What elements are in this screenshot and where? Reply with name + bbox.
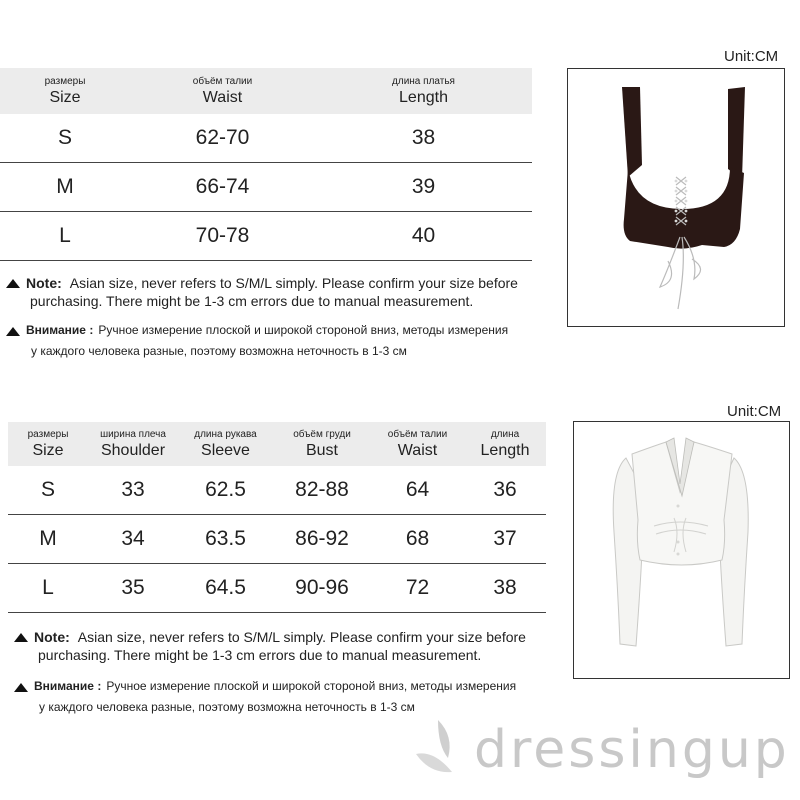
cell-length: 37 <box>493 527 517 550</box>
cell-waist: 70-78 <box>195 224 250 247</box>
cell-length: 39 <box>411 175 436 198</box>
cell-bust: 86-92 <box>295 527 349 550</box>
warning-triangle-icon <box>14 683 28 692</box>
table-row <box>8 466 546 515</box>
header-en-label: Size <box>32 441 64 459</box>
header-ru-label: объём талии <box>387 428 448 440</box>
cell-shoulder: 33 <box>121 478 145 501</box>
table-row <box>8 515 546 564</box>
warning-label: Внимание : <box>26 323 94 337</box>
unit-label: Unit:CM <box>727 403 782 420</box>
warning-line: у каждого человека разные, поэтому возможна неточность в 1-3 см <box>39 700 415 714</box>
header-ru-label: объём талии <box>192 75 253 87</box>
cell-size: M <box>39 527 57 550</box>
table-header <box>0 68 532 114</box>
header-ru-label: размеры <box>27 428 69 440</box>
warning-line: у каждого человека разные, поэтому возможна неточность в 1-3 см <box>31 344 407 358</box>
warning-triangle-icon <box>14 633 28 642</box>
cell-size: L <box>59 224 71 247</box>
note-line: Asian size, never refers to S/M/L simply. Please confirm your size before <box>77 629 526 645</box>
cell-size: L <box>42 576 54 599</box>
cell-waist: 68 <box>405 527 430 550</box>
cell-sleeve: 63.5 <box>205 527 246 550</box>
note-block <box>14 628 559 664</box>
note-line: purchasing. There might be 1-3 cm errors due to manual measurement. <box>38 647 482 663</box>
header-length <box>315 68 532 114</box>
cell-bust: 90-96 <box>295 576 349 599</box>
header-length <box>464 422 546 466</box>
cell-size: M <box>56 175 74 198</box>
header-bust <box>273 422 371 466</box>
cell-shoulder: 34 <box>121 527 145 550</box>
header-en-label: Size <box>49 88 81 106</box>
cell-bust: 82-88 <box>295 478 349 501</box>
header-waist <box>130 68 315 114</box>
header-ru-label: ширина плеча <box>100 428 166 440</box>
cell-sleeve: 64.5 <box>205 576 246 599</box>
warning-block <box>6 320 551 362</box>
cell-sleeve: 62.5 <box>205 478 246 501</box>
product-image-blouse <box>573 421 790 679</box>
product-image-corset <box>567 68 785 327</box>
warning-label: Внимание : <box>34 679 102 693</box>
header-size <box>0 68 130 114</box>
cell-length: 40 <box>411 224 436 247</box>
header-shoulder <box>88 422 178 466</box>
header-ru-label: длина платья <box>392 75 455 87</box>
table-row <box>0 163 532 212</box>
table-row <box>0 212 532 261</box>
header-ru-label: размеры <box>44 75 86 87</box>
corset-top-illustration <box>568 69 784 326</box>
header-ru-label: длина рукава <box>194 428 257 440</box>
cell-shoulder: 35 <box>121 576 145 599</box>
unit-label: Unit:CM <box>724 48 779 65</box>
header-en-label: Waist <box>202 88 243 106</box>
cell-length: 38 <box>411 126 436 149</box>
header-en-label: Waist <box>397 441 438 459</box>
note-line: purchasing. There might be 1-3 cm errors due to manual measurement. <box>30 293 474 309</box>
white-blouse-illustration <box>574 422 789 678</box>
header-ru-label: длина <box>490 428 520 440</box>
warning-line: Ручное измерение плоской и широкой стороной вниз, методы измерения <box>98 323 509 337</box>
table-row <box>8 564 546 613</box>
header-sleeve <box>178 422 273 466</box>
size-table-blouse <box>8 422 546 613</box>
header-en-label: Bust <box>305 441 338 459</box>
header-en-label: Length <box>399 88 448 106</box>
warning-triangle-icon <box>6 327 20 336</box>
cell-waist: 64 <box>405 478 430 501</box>
header-en-label: Length <box>480 441 530 459</box>
watermark-text: dressingup <box>474 720 790 780</box>
note-block <box>6 274 551 310</box>
table-header <box>8 422 546 466</box>
cell-waist: 62-70 <box>195 126 250 149</box>
header-ru-label: объём груди <box>293 428 351 440</box>
header-waist <box>371 422 464 466</box>
warning-triangle-icon <box>6 279 20 288</box>
cell-waist: 72 <box>405 576 430 599</box>
note-line: Asian size, never refers to S/M/L simply. Please confirm your size before <box>69 275 518 291</box>
cell-size: S <box>57 126 72 149</box>
cell-waist: 66-74 <box>195 175 250 198</box>
cell-size: S <box>40 478 55 501</box>
header-en-label: Sleeve <box>201 441 250 459</box>
cell-length: 38 <box>493 576 517 599</box>
header-en-label: Shoulder <box>100 441 166 459</box>
size-table-corset <box>0 68 532 261</box>
dressingup-logo-icon <box>408 716 470 778</box>
note-label: Note: <box>34 629 70 645</box>
cell-length: 36 <box>493 478 517 501</box>
header-size <box>8 422 88 466</box>
note-label: Note: <box>26 275 62 291</box>
warning-line: Ручное измерение плоской и широкой стороной вниз, методы измерения <box>106 679 517 693</box>
warning-block <box>14 676 559 718</box>
table-row <box>0 114 532 163</box>
